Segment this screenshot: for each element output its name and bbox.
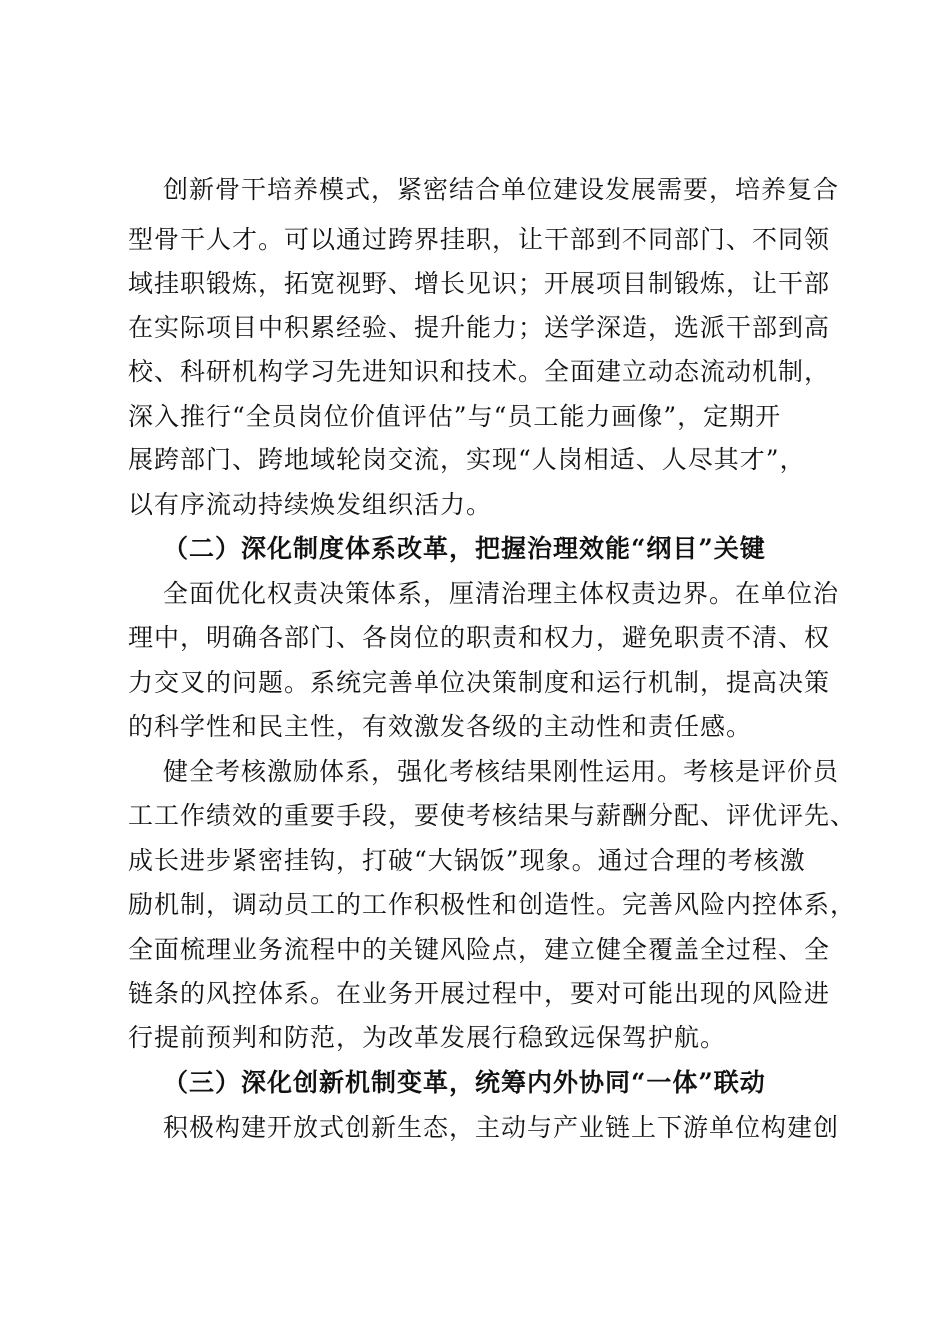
text-line: 深入推行“全员岗位价值评估”与“员工能力画像”，定期开 bbox=[128, 402, 782, 431]
text-line: 工工作绩效的重要手段，要使考核结果与薪酬分配、评优评先、 bbox=[128, 801, 857, 830]
text-line: 成长进步紧密挂钩，打破“大锅饭”现象。通过合理的考核激 bbox=[128, 846, 806, 875]
text-line: 以有序流动持续焕发组织活力。 bbox=[128, 490, 493, 519]
text-line: 在实际项目中积累经验、提升能力；送学深造，选派干部到高 bbox=[128, 313, 831, 342]
text-line: 型骨干人才。可以通过跨界挂职，让干部到不同部门、不同领 bbox=[128, 225, 831, 254]
text-line: 行提前预判和防范，为改革发展行稳致远保驾护航。 bbox=[128, 1023, 727, 1052]
section-heading-3: （三）深化创新机制变革，统筹内外协同“一体”联动 bbox=[163, 1068, 766, 1097]
text-line: 励机制，调动员工的工作积极性和创造性。完善风险内控体系， bbox=[128, 890, 857, 919]
text-line: 健全考核激励体系，强化考核结果刚性运用。考核是评价员 bbox=[163, 757, 840, 786]
text-line: 积极构建开放式创新生态，主动与产业链上下游单位构建创 bbox=[163, 1113, 840, 1142]
section-heading-2: （二）深化制度体系改革，把握治理效能“纲目”关键 bbox=[163, 534, 766, 563]
text-line: 创新骨干培养模式，紧密结合单位建设发展需要，培养复合 bbox=[163, 175, 840, 204]
text-line: 力交叉的问题。系统完善单位决策制度和运行机制，提高决策 bbox=[128, 668, 831, 697]
text-line: 的科学性和民主性，有效激发各级的主动性和责任感。 bbox=[128, 712, 753, 741]
text-line: 全面优化权责决策体系，厘清治理主体权责边界。在单位治 bbox=[163, 579, 840, 608]
text-line: 全面梳理业务流程中的关键风险点，建立健全覆盖全过程、全 bbox=[128, 935, 831, 964]
text-line: 域挂职锻炼，拓宽视野、增长见识；开展项目制锻炼，让干部 bbox=[128, 269, 831, 298]
text-line: 链条的风控体系。在业务开展过程中，要对可能出现的风险进 bbox=[128, 979, 831, 1008]
text-line: 校、科研机构学习先进知识和技术。全面建立动态流动机制， bbox=[128, 357, 831, 386]
text-line: 展跨部门、跨地域轮岗交流，实现“人岗相适、人尽其才”， bbox=[128, 445, 806, 474]
text-line: 理中，明确各部门、各岗位的职责和权力，避免职责不清、权 bbox=[128, 623, 831, 652]
